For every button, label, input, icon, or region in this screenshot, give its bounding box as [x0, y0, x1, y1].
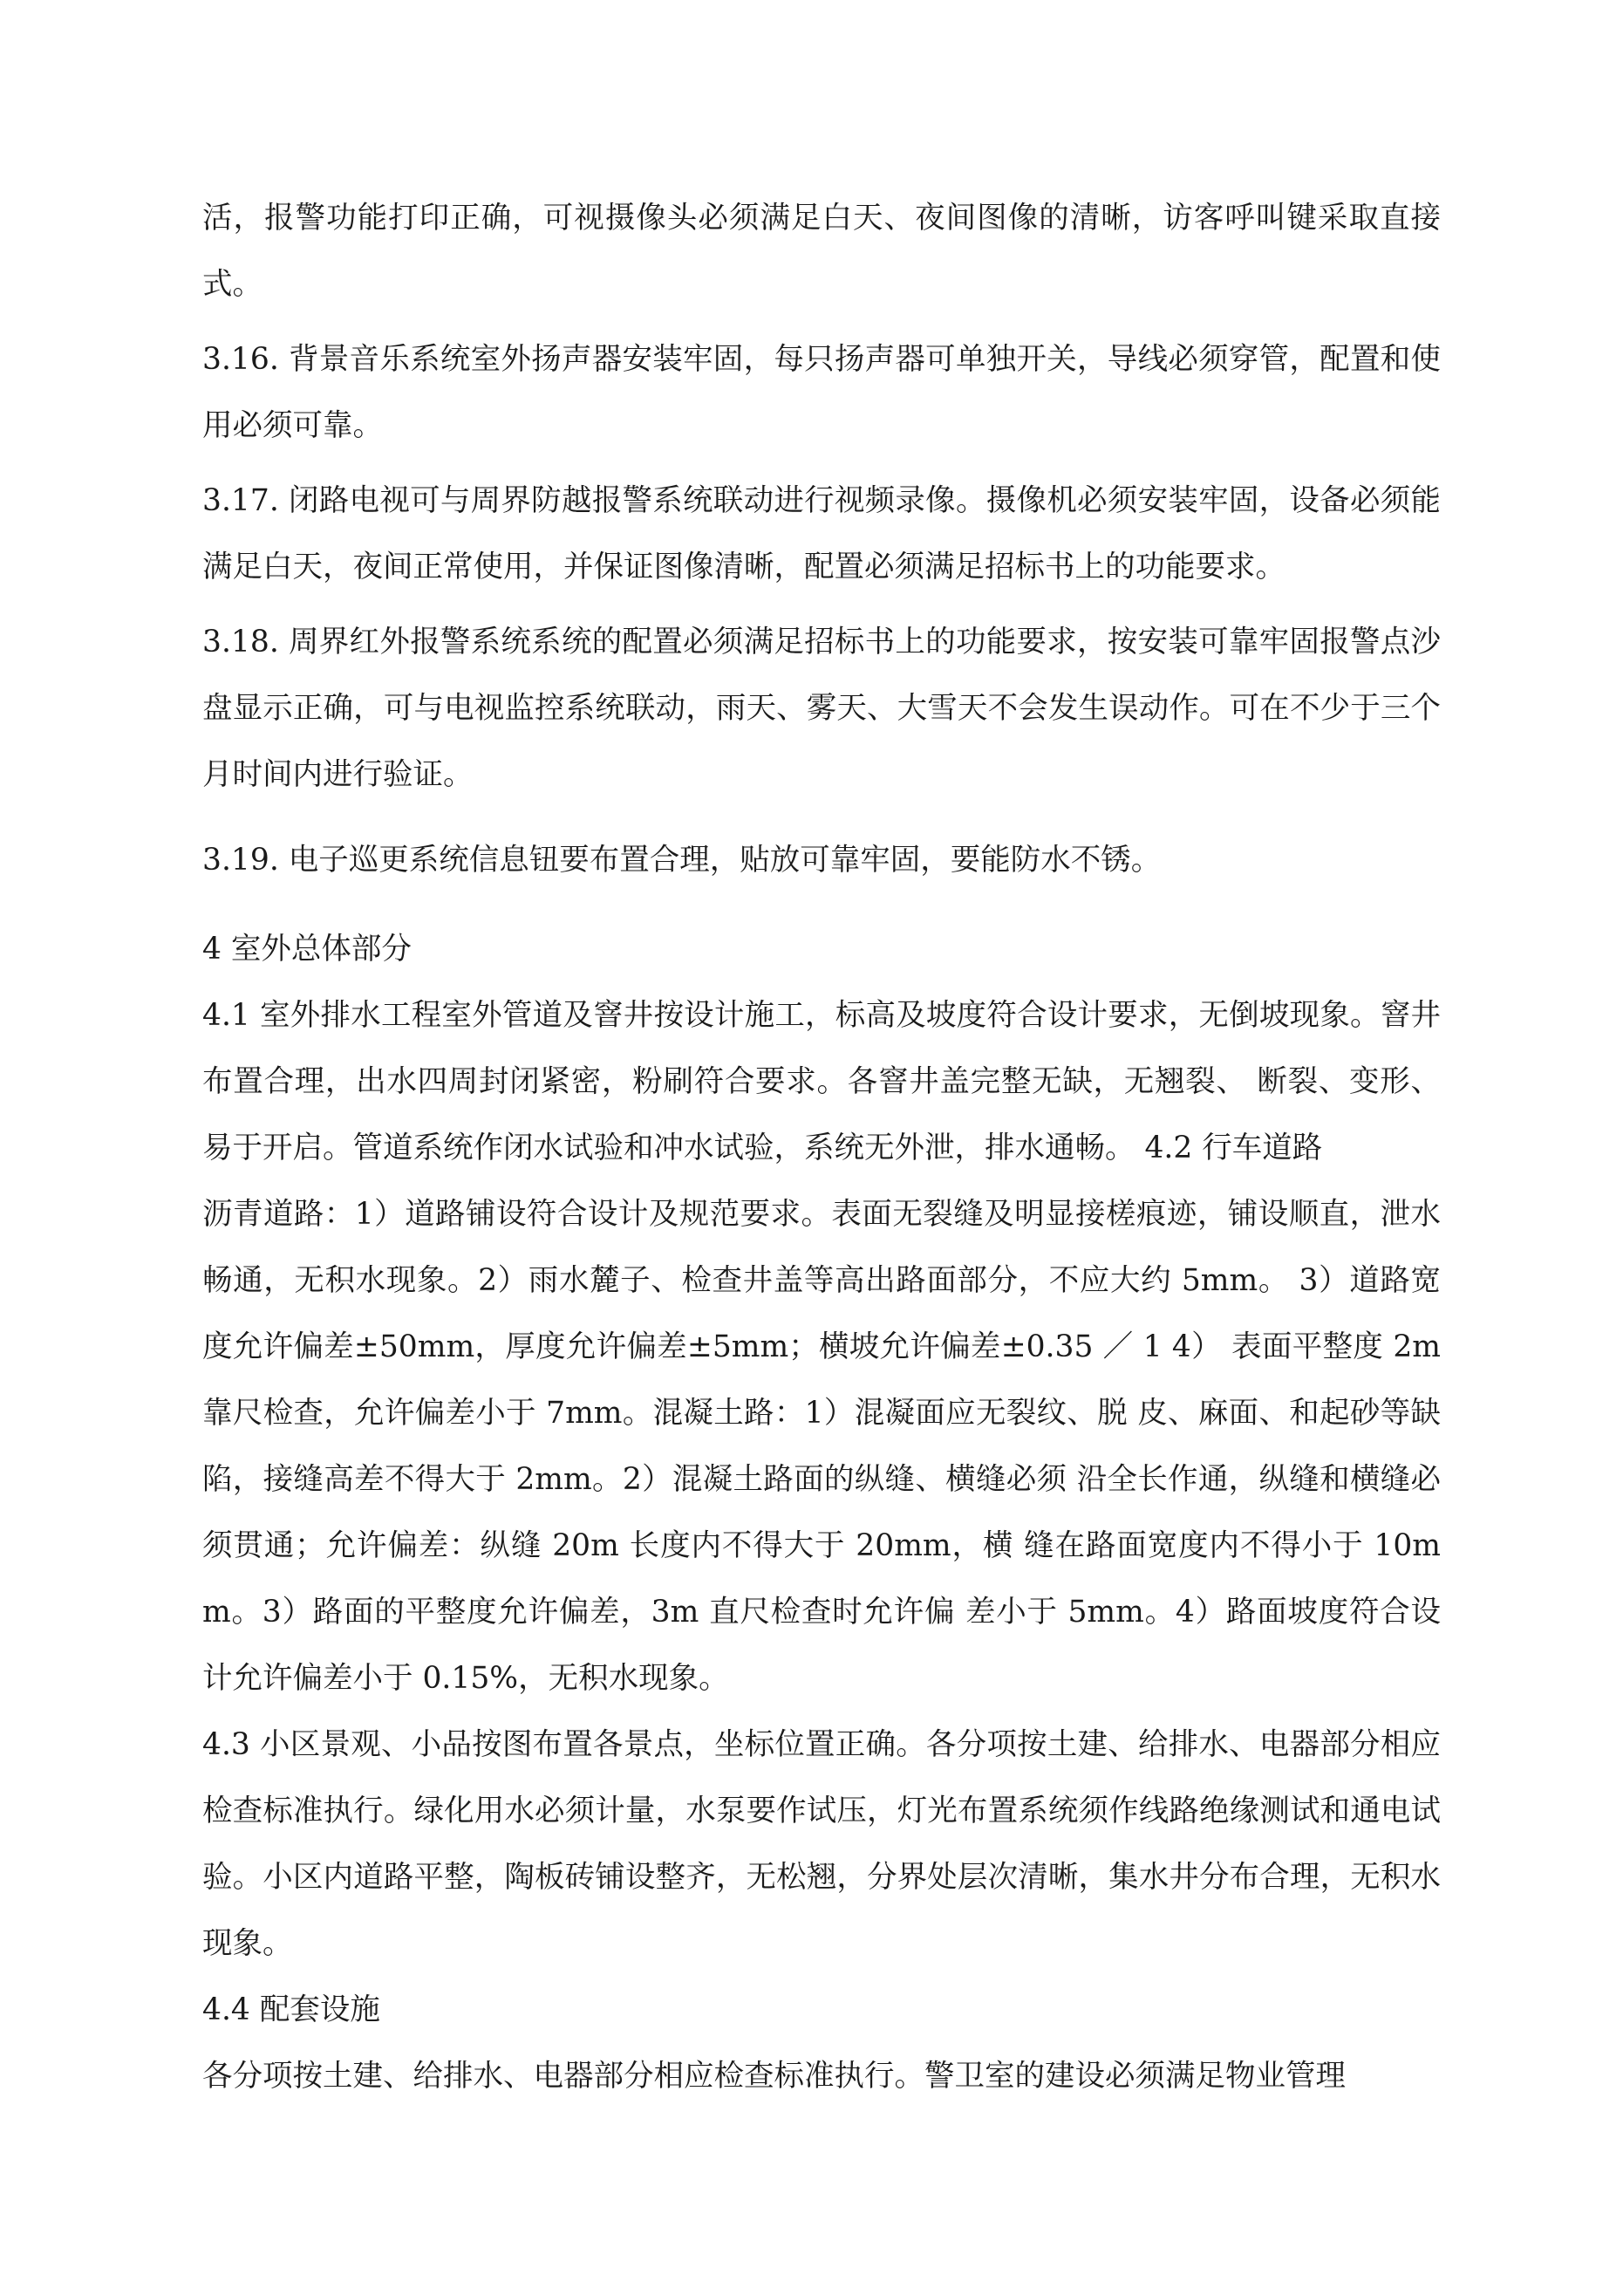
document-body	[202, 185, 1441, 2109]
paragraph-3-17: 3.17. 闭路电视可与周界防越报警系统联动进行视频录像。摄像机必须安装牢固，设备必须能满足白天，夜间正常使用，并保证图像清晰，配置必须满足招标书上的功能要求。	[202, 483, 1441, 584]
paragraph-3-15-continuation: 活，报警功能打印正确，可视摄像头必须满足白天、夜间图像的清晰，访客呼叫键采取直接式。	[202, 201, 1441, 302]
section-heading-4: 4 室外总体部分	[202, 932, 412, 967]
paragraph-3-16: 3.16. 背景音乐系统室外扬声器安装牢固，每只扬声器可单独开关，导线必须穿管，配置和使用必须可靠。	[202, 342, 1441, 443]
section-heading-4-4: 4.4 配套设施	[202, 1992, 380, 2027]
paragraph-4-3: 4.3 小区景观、小品按图布置各景点，坐标位置正确。各分项按土建、给排水、电器部分相应检查标准执行。绿化用水必须计量，水泵要作试压，灯光布置系统须作线路绝缘测试和通电试验。小区内道路平整，陶板砖铺设整齐，无松翘，分界处层次清晰，集水井分布合理，无积水现象。	[202, 1727, 1441, 1961]
paragraph-4-1: 4.1 室外排水工程室外管道及窨井按设计施工，标高及坡度符合设计要求，无倒坡现象。窨井布置合理，出水四周封闭紧密，粉刷符合要求。各窨井盖完整无缺，无翘裂、 断裂、变形、易于开启。管道系统作闭水试验和冲水试验，系统无外泄，排水通畅。 4.2 行车道路	[202, 998, 1441, 1165]
paragraph-3-18: 3.18. 周界红外报警系统系统的配置必须满足招标书上的功能要求，按安装可靠牢固报警点沙盘显示正确，可与电视监控系统联动，雨天、雾天、大雪天不会发生误动作。可在不少于三个月时间内进行验证。	[202, 625, 1441, 792]
paragraph-road-specs: 沥青道路：1）道路铺设符合设计及规范要求。表面无裂缝及明显接槎痕迹，铺设顺直，泄水畅通，无积水现象。2）雨水麓子、检查井盖等高出路面部分，不应大约 5mm。 3）道路宽度允许偏差±50mm，厚度允许偏差±5mm；横坡允许偏差±0.35 ／ 1 4） 表面平整度 2m 靠尺检查，允许偏差小于 7mm。混凝土路：1）混凝面应无裂纹、脱 皮、麻面、和起砂等缺陷，接缝高差不得大于 2mm。2）混凝土路面的纵缝、横缝必须 沿全长作通，纵缝和横缝必须贯通；允许偏差：纵缝 20m 长度内不得大于 20mm，横 缝在路面宽度内不得小于 10mm。3）路面的平整度允许偏差，3m 直尺检查时允许偏 差小于 5mm。4）路面坡度符合设计允许偏差小于 0.15%，无积水现象。	[202, 1197, 1441, 1696]
paragraph-3-19: 3.19. 电子巡更系统信息钮要布置合理，贴放可靠牢固，要能防水不锈。	[202, 843, 1162, 878]
paragraph-4-4-body: 各分项按土建、给排水、电器部分相应检查标准执行。警卫室的建设必须满足物业管理	[202, 2059, 1346, 2094]
